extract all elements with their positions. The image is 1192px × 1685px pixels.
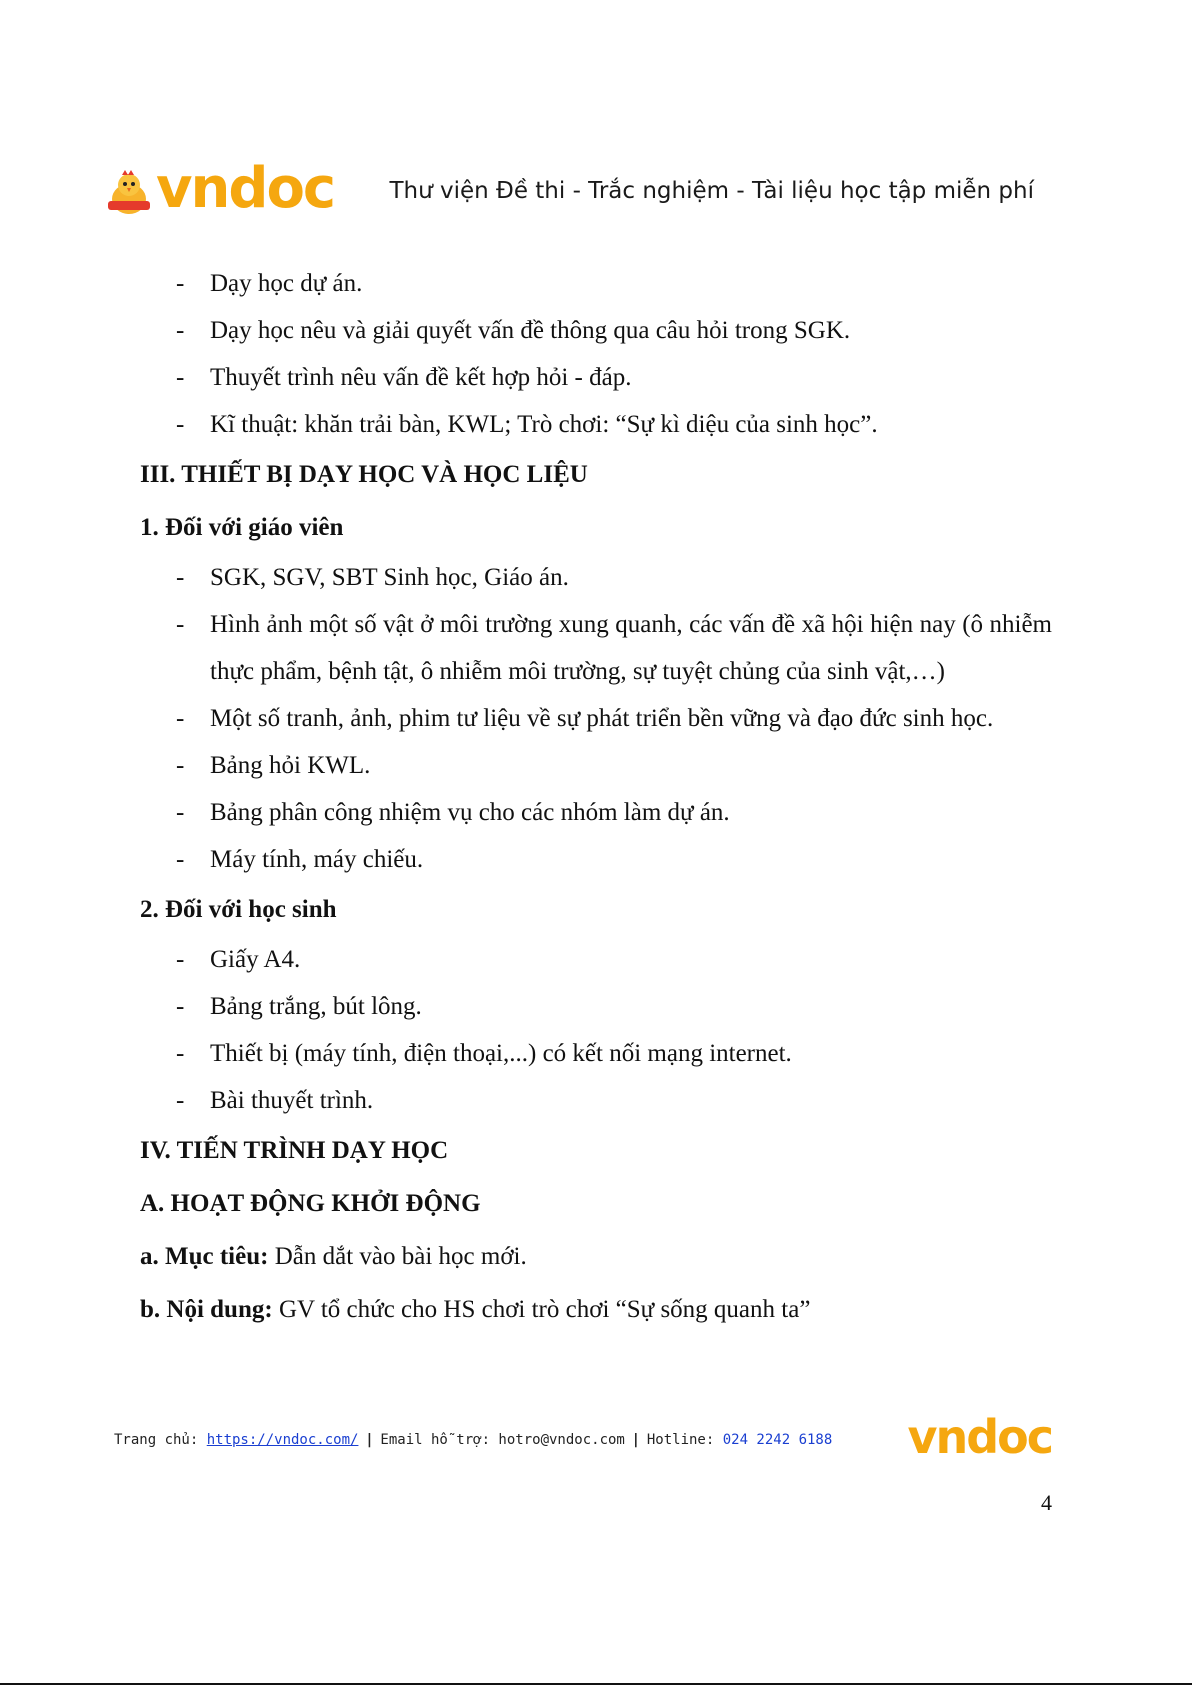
content-paragraph: b. Nội dung: GV tổ chức cho HS chơi trò chơi “Sự sống quanh ta” [140, 1296, 811, 1323]
goal-paragraph: a. Mục tiêu: Dẫn dắt vào bài học mới. [140, 1243, 527, 1270]
chicken-mascot-icon [104, 169, 154, 219]
list-item: - Dạy học nêu và giải quyết vấn đề thông qua câu hỏi trong SGK. [176, 317, 851, 344]
page-header [104, 156, 1034, 226]
list-item: - Dạy học dự án. [176, 270, 363, 297]
list-item: - Một số tranh, ảnh, phim tư liệu về sự phát triển bền vững và đạo đức sinh học. [176, 705, 994, 732]
subsection-heading: 1. Đối với giáo viên [140, 514, 344, 541]
header-tagline: Thư viện Đề thi - Trắc nghiệm - Tài liệu học tập miễn phí [389, 178, 1034, 204]
subsection-heading: 2. Đối với học sinh [140, 896, 337, 923]
list-item: - Thiết bị (máy tính, điện thoại,...) có kết nối mạng internet. [176, 1040, 792, 1067]
section-heading: III. THIẾT BỊ DẠY HỌC VÀ HỌC LIỆU [140, 461, 588, 488]
list-item: - Bài thuyết trình. [176, 1087, 374, 1114]
list-item: - Hình ảnh một số vật ở môi trường xung quanh, các vấn đề xã hội hiện nay (ô nhiễm thực phẩm, bệnh tật, ô nhiễm môi trường, sự tuyệt chủng của sinh vật,…) [176, 611, 1052, 685]
page-number: 4 [1041, 1490, 1052, 1515]
list-item: - Máy tính, máy chiếu. [176, 846, 424, 873]
home-link[interactable]: https://vndoc.com/ [206, 1432, 359, 1448]
list-item: - Thuyết trình nêu vấn đề kết hợp hỏi - đáp. [176, 364, 632, 391]
page-footer [114, 1410, 1052, 1470]
activity-heading: A. HOẠT ĐỘNG KHỞI ĐỘNG [140, 1190, 481, 1217]
logo-text: vndoc [156, 156, 335, 221]
hotline-number[interactable]: 024 2242 6188 [722, 1432, 833, 1448]
list-item: - Bảng phân công nhiệm vụ cho các nhóm làm dự án. [176, 799, 730, 826]
list-item: - Bảng trắng, bút lông. [176, 993, 422, 1020]
vndoc-logo[interactable] [104, 156, 335, 226]
list-item: - SGK, SGV, SBT Sinh học, Giáo án. [176, 564, 569, 591]
footer-logo[interactable]: vndoc [907, 1410, 1052, 1464]
document-body [140, 260, 1052, 1336]
section-heading: IV. TIẾN TRÌNH DẠY HỌC [140, 1137, 449, 1164]
list-item: - Kĩ thuật: khăn trải bàn, KWL; Trò chơi: “Sự kì diệu của sinh học”. [176, 411, 878, 438]
list-item: - Giấy A4. [176, 946, 301, 973]
list-item: - Bảng hỏi KWL. [176, 752, 371, 779]
footer-contact: Trang chủ: https://vndoc.com/ | Email hỗ trợ: hotro@vndoc.com | Hotline: 024 2242 6188 [114, 1432, 833, 1448]
